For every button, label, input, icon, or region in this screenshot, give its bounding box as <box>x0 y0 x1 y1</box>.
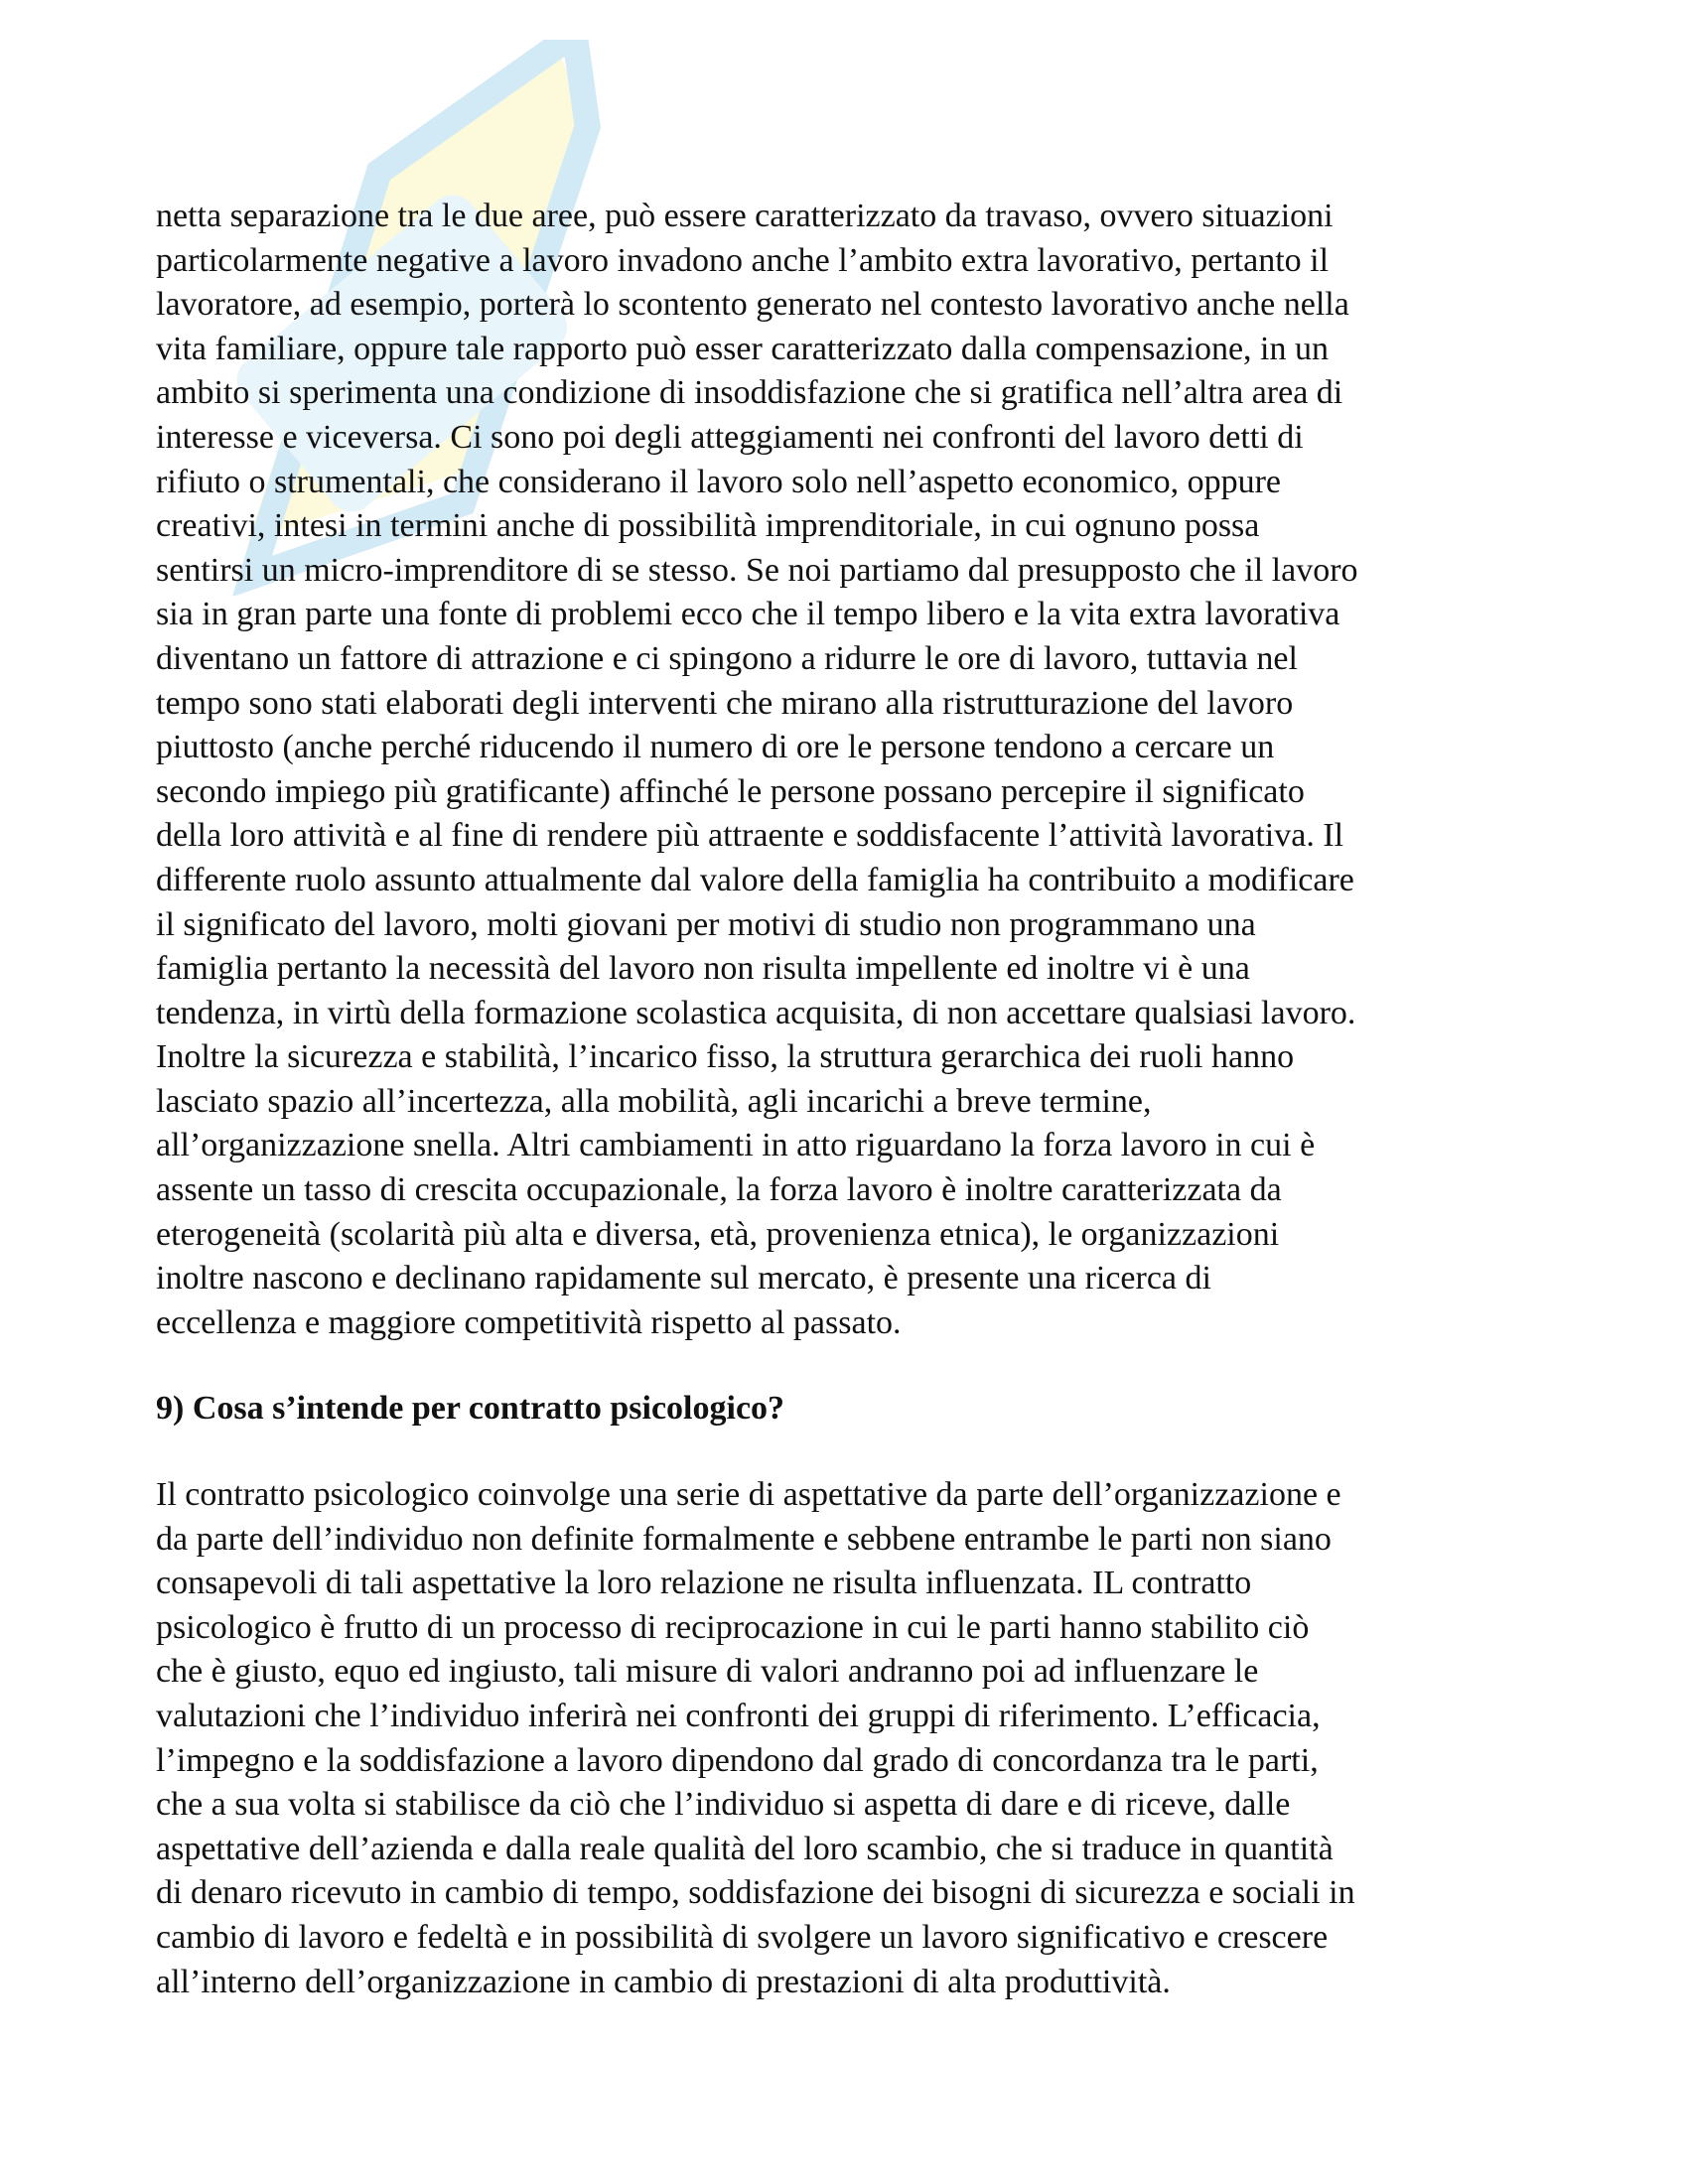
text-line: che è giusto, equo ed ingiusto, tali misure di valori andranno poi ad influenzare le <box>156 1653 1259 1691</box>
text-line: aspettative dell’azienda e dalla reale qualità del loro scambio, che si traduce in quantità <box>156 1830 1334 1867</box>
text-line: lasciato spazio all’incertezza, alla mobilità, agli incarichi a breve termine, <box>156 1082 1152 1120</box>
text-line: valutazioni che l’individuo inferirà nei confronti dei gruppi di riferimento. L’efficacia, <box>156 1698 1321 1734</box>
text-line: piuttosto (anche perché riducendo il numero di ore le persone tendono a cercare un <box>156 729 1275 766</box>
text-line: interesse e viceversa. Ci sono poi degli atteggiamenti nei confronti del lavoro detti di <box>156 418 1304 456</box>
text-line: l’impegno e la soddisfazione a lavoro dipendono dal grado di concordanza tra le parti, <box>156 1741 1319 1779</box>
text-line: diventano un fattore di attrazione e ci spingono a ridurre le ore di lavoro, tuttavia nel <box>156 639 1298 677</box>
text-line: all’organizzazione snella. Altri cambiamenti in atto riguardano la forza lavoro in cui è <box>156 1127 1316 1164</box>
text-line: creativi, intesi in termini anche di possibilità imprenditoriale, in cui ognuno possa <box>156 507 1260 545</box>
text-line: all’interno dell’organizzazione in cambio di prestazioni di alta produttività. <box>156 1963 1171 2000</box>
document-page <box>156 195 1546 2004</box>
text-line: famiglia pertanto la necessità del lavoro non risulta impellente ed inoltre vi è una <box>156 950 1250 988</box>
text-line: Inoltre la sicurezza e stabilità, l’incarico fisso, la struttura gerarchica dei ruoli hanno <box>156 1038 1295 1076</box>
text-line: Il contratto psicologico coinvolge una serie di aspettative da parte dell’organizzazione e <box>156 1476 1341 1514</box>
section-heading: 9) Cosa s’intende per contratto psicologico? <box>156 1390 785 1428</box>
text-line: differente ruolo assunto attualmente dal valore della famiglia ha contribuito a modificare <box>156 861 1354 898</box>
text-line: netta separazione tra le due aree, può essere caratterizzato da travaso, ovvero situazioni <box>156 198 1334 234</box>
text-line: consapevoli di tali aspettative la loro relazione ne risulta influenzata. IL contratto <box>156 1565 1252 1602</box>
text-line: eterogeneità (scolarità più alta e diversa, età, provenienza etnica), le organizzazioni <box>156 1215 1280 1253</box>
text-line: cambio di lavoro e fedeltà e in possibilità di svolgere un lavoro significativo e crescere <box>156 1918 1329 1956</box>
text-line: tendenza, in virtù della formazione scolastica acquisita, di non accettare qualsiasi lavoro. <box>156 994 1356 1031</box>
text-line: lavoratore, ad esempio, porterà lo scontento generato nel contesto lavorativo anche nella <box>156 286 1349 324</box>
text-line: della loro attività e al fine di rendere più attraente e soddisfacente l’attività lavorativa. Il <box>156 817 1344 855</box>
text-line: eccellenza e maggiore competitività rispetto al passato. <box>156 1303 902 1341</box>
text-line: assente un tasso di crescita occupazionale, la forza lavoro è inoltre caratterizzata da <box>156 1171 1282 1209</box>
text-line: sia in gran parte una fonte di problemi ecco che il tempo libero e la vita extra lavorativa <box>156 596 1340 633</box>
paragraph-work-attitudes <box>156 195 1546 1345</box>
text-line: che a sua volta si stabilisce da ciò che l’individuo si aspetta di dare e di riceve, dalle <box>156 1786 1291 1824</box>
text-line: inoltre nascono e declinano rapidamente sul mercato, è presente una ricerca di <box>156 1260 1211 1297</box>
text-line: sentirsi un micro-imprenditore di se stesso. Se noi partiamo dal presupposto che il lavoro <box>156 551 1358 589</box>
text-line: psicologico è frutto di un processo di reciprocazione in cui le parti hanno stabilito ciò <box>156 1608 1310 1646</box>
text-line: rifiuto o strumentali, che considerano il lavoro solo nell’aspetto economico, oppure <box>156 463 1282 500</box>
text-line: di denaro ricevuto in cambio di tempo, soddisfazione dei bisogni di sicurezza e sociali in <box>156 1874 1355 1912</box>
text-line: ambito si sperimenta una condizione di insoddisfazione che si gratifica nell’altra area di <box>156 374 1343 412</box>
text-line: secondo impiego più gratificante) affinché le persone possano percepire il significato <box>156 772 1305 810</box>
text-line: vita familiare, oppure tale rapporto può esser caratterizzato dalla compensazione, in un <box>156 330 1329 367</box>
text-line: il significato del lavoro, molti giovani per motivi di studio non programmano una <box>156 905 1256 943</box>
paragraph-psychological-contract <box>156 1473 1546 2004</box>
text-line: tempo sono stati elaborati degli interventi che mirano alla ristrutturazione del lavoro <box>156 684 1294 722</box>
text-line: particolarmente negative a lavoro invadono anche l’ambito extra lavorativo, pertanto il <box>156 241 1330 279</box>
text-line: da parte dell’individuo non definite formalmente e sebbene entrambe le parti non siano <box>156 1520 1332 1558</box>
